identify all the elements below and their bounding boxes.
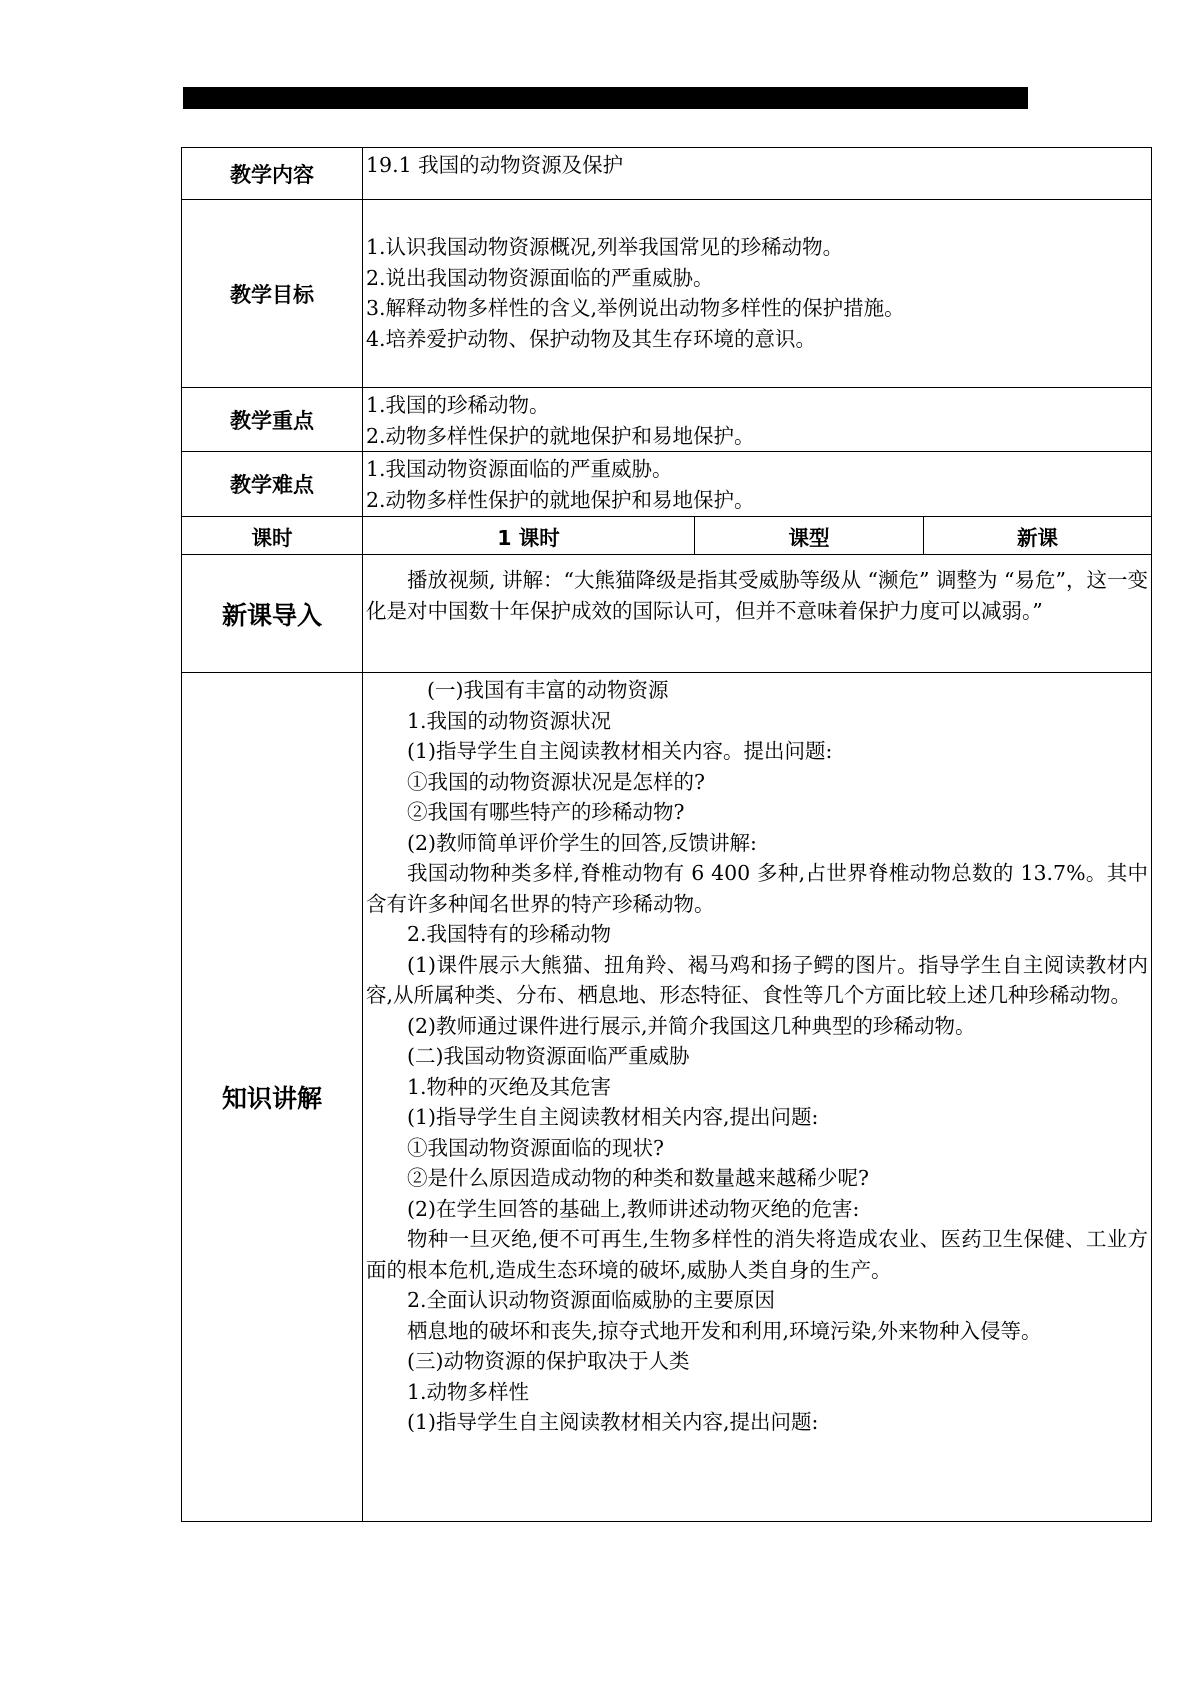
knowledge-para: (1)课件展示大熊猫、扭角羚、褐马鸡和扬子鳄的图片。指导学生自主阅读教材内容,从所属种类、分布、栖息地、形态特征、食性等几个方面比较上述几种珍稀动物。 <box>366 952 1149 1007</box>
objective-item: 1.认识我国动物资源概况,列举我国常见的珍稀动物。 <box>366 235 844 259</box>
knowledge-para: (2)教师通过课件进行展示,并简介我国这几种典型的珍稀动物。 <box>407 1013 976 1038</box>
label-difficulties: 教学难点 <box>182 452 363 517</box>
knowledge-para: ②是什么原因造成动物的种类和数量越来越稀少呢? <box>407 1166 869 1190</box>
label-type: 课型 <box>695 517 924 555</box>
key-point-item: 1.我国的珍稀动物。 <box>366 393 550 417</box>
knowledge-para: (2)在学生回答的基础上,教师讲述动物灭绝的危害: <box>407 1196 860 1221</box>
value-difficulties <box>363 452 1152 517</box>
value-key-points <box>363 388 1152 452</box>
knowledge-para: ①我国动物资源面临的现状? <box>407 1135 664 1160</box>
lesson-plan-table <box>181 147 1152 1522</box>
knowledge-para: 2.全面认识动物资源面临威胁的主要原因 <box>407 1288 776 1312</box>
knowledge-para: (1)指导学生自主阅读教材相关内容,提出问题: <box>407 1105 819 1129</box>
difficulty-item: 2.动物多样性保护的就地保护和易地保护。 <box>366 487 755 512</box>
knowledge-para: 我国动物种类多样,脊椎动物有 6 400 多种,占世界脊椎动物总数的 13.7%。其中含有许多种闻名世界的特产珍稀动物。 <box>366 861 1149 916</box>
objective-item: 2.说出我国动物资源面临的严重威胁。 <box>366 265 714 290</box>
value-knowledge <box>363 673 1152 1522</box>
knowledge-para: 2.我国特有的珍稀动物 <box>407 922 612 946</box>
label-key-points: 教学重点 <box>182 388 363 452</box>
row-intro <box>182 555 1152 673</box>
label-content: 教学内容 <box>182 148 363 200</box>
knowledge-para: 物种一旦灭绝,便不可再生,生物多样性的消失将造成农业、医药卫生保健、工业方面的根本危机,造成生态环境的破坏,威胁人类自身的生产。 <box>366 1227 1149 1282</box>
row-knowledge <box>182 673 1152 1522</box>
intro-text: 播放视频, 讲解：“大熊猫降级是指其受威胁等级从 “濒危” 调整为 “易危”，这一变化是对中国数十年保护成效的国际认可，但并不意味着保护力度可以减弱。” <box>366 568 1149 623</box>
section-heading: (二)我国动物资源面临严重威胁 <box>407 1044 690 1068</box>
label-knowledge: 知识讲解 <box>182 673 363 1522</box>
knowledge-para: ②我国有哪些特产的珍稀动物? <box>407 800 685 824</box>
knowledge-para: 1.物种的灭绝及其危害 <box>407 1074 612 1099</box>
knowledge-para: 1.动物多样性 <box>407 1379 530 1404</box>
key-point-item: 2.动物多样性保护的就地保护和易地保护。 <box>366 423 755 448</box>
row-content <box>182 148 1152 200</box>
row-period <box>182 517 1152 555</box>
knowledge-para: (1)指导学生自主阅读教材相关内容,提出问题: <box>407 1410 819 1434</box>
value-type: 新课 <box>924 517 1152 555</box>
value-intro <box>363 555 1152 673</box>
label-period: 课时 <box>182 517 363 555</box>
knowledge-para: ①我国的动物资源状况是怎样的? <box>407 769 705 794</box>
objective-item: 4.培养爱护动物、保护动物及其生存环境的意识。 <box>366 326 817 351</box>
value-content: 19.1 我国的动物资源及保护 <box>363 148 1152 200</box>
objective-item: 3.解释动物多样性的含义,举例说出动物多样性的保护措施。 <box>366 296 905 320</box>
label-intro: 新课导入 <box>182 555 363 673</box>
section-heading: (一)我国有丰富的动物资源 <box>427 678 669 702</box>
knowledge-para: (1)指导学生自主阅读教材相关内容。提出问题: <box>407 739 833 763</box>
knowledge-para: (2)教师简单评价学生的回答,反馈讲解: <box>407 830 757 855</box>
row-objectives <box>182 200 1152 388</box>
difficulty-item: 1.我国动物资源面临的严重威胁。 <box>366 457 673 481</box>
value-period: 1 课时 <box>363 517 695 555</box>
knowledge-para: 栖息地的破坏和丧失,掠夺式地开发和利用,环境污染,外来物种入侵等。 <box>407 1318 1042 1343</box>
value-objectives <box>363 200 1152 388</box>
row-key-points <box>182 388 1152 452</box>
knowledge-para: 1.我国的动物资源状况 <box>407 708 612 733</box>
header-bar <box>183 87 1028 109</box>
label-objectives: 教学目标 <box>182 200 363 388</box>
row-difficulties <box>182 452 1152 517</box>
section-heading: (三)动物资源的保护取决于人类 <box>407 1349 690 1373</box>
